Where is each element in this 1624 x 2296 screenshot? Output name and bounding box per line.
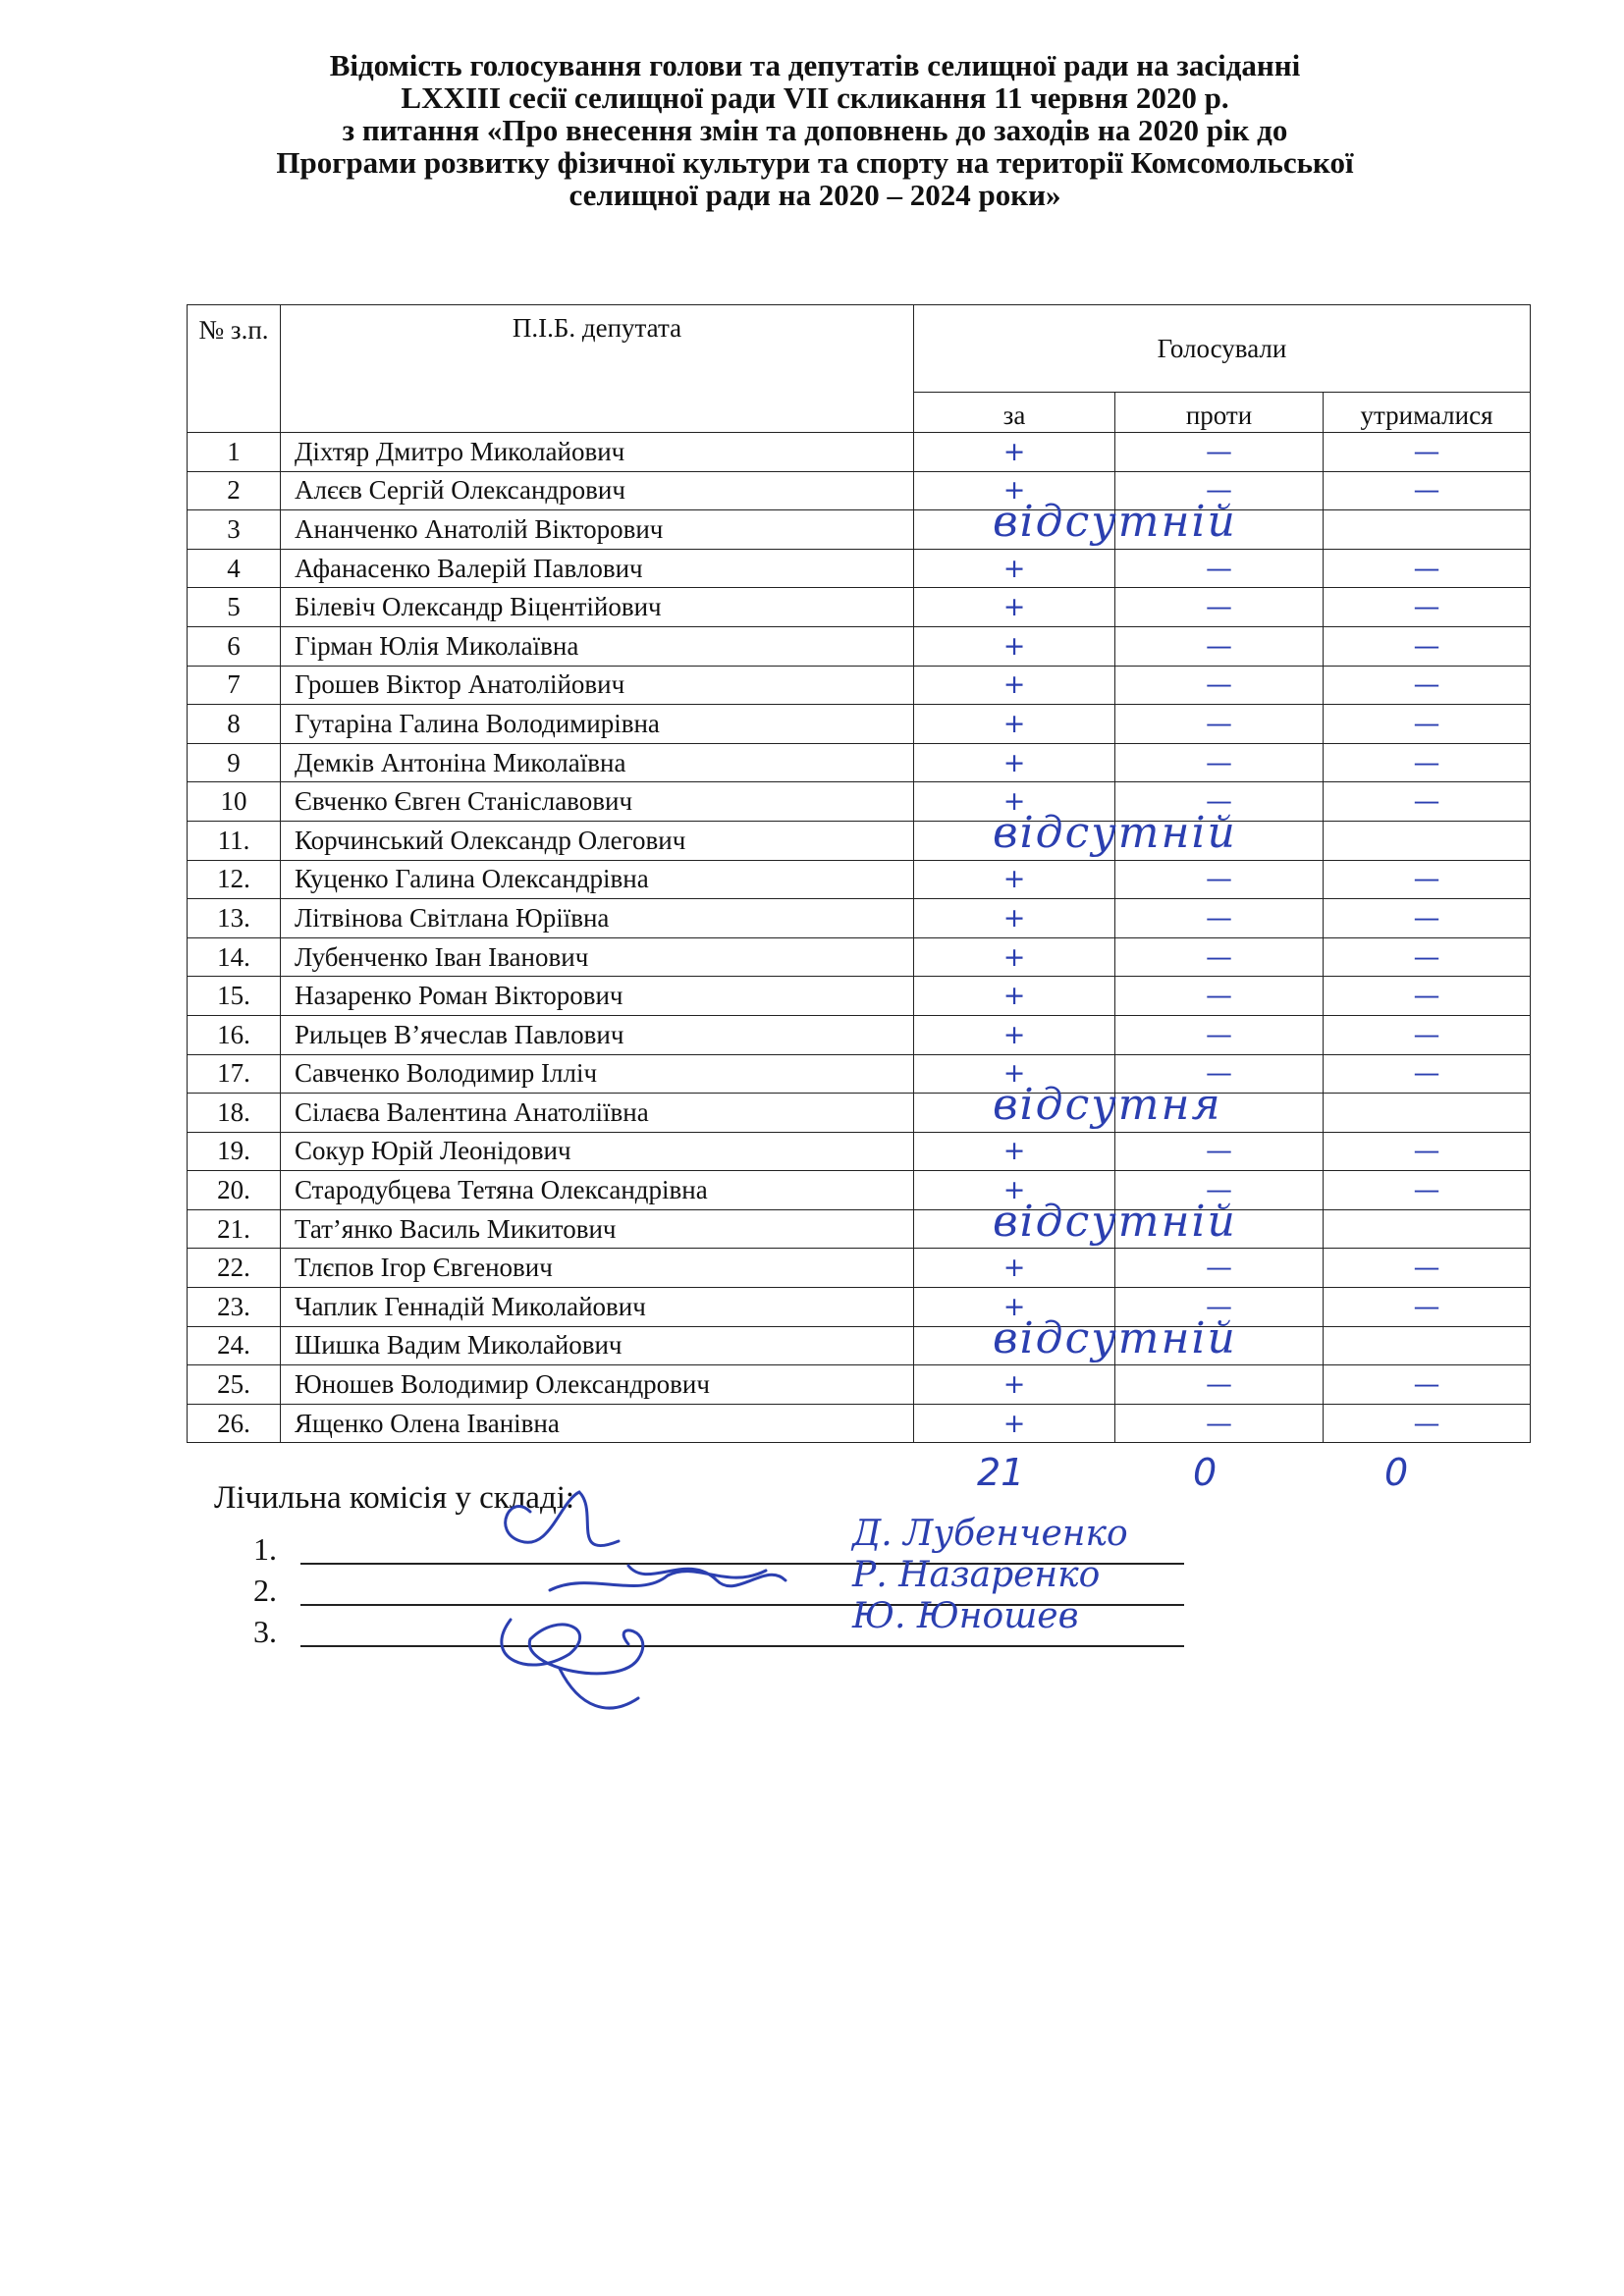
vote-abstain: — [1324, 626, 1531, 666]
vote-for: + [914, 977, 1115, 1016]
absent-note: відсутня [993, 1080, 1222, 1131]
row-number: 3 [188, 510, 281, 550]
title-line-2: LXXIII сесії селищної ради VII скликання 11 червня 2020 р. [401, 80, 1229, 115]
vote-abstain: — [1324, 588, 1531, 627]
vote-against: — [1115, 588, 1324, 627]
vote-abstain: — [1324, 937, 1531, 977]
absent-note: відсутній [993, 807, 1237, 858]
deputy-name: Лубенченко Іван Іванович [281, 937, 914, 977]
vote-against: — [1115, 1054, 1324, 1094]
row-number: 14. [188, 937, 281, 977]
row-number: 6 [188, 626, 281, 666]
table-row [188, 743, 1531, 782]
vote-for [914, 497, 1237, 550]
signature-number: 3. [253, 1614, 277, 1649]
row-number: 26. [188, 1404, 281, 1443]
vote-for: + [914, 1404, 1115, 1443]
total-abstain: 0 [1384, 1451, 1409, 1494]
vote-for: + [914, 937, 1115, 977]
vote-for [914, 807, 1237, 860]
table-row [188, 1404, 1531, 1443]
vote-for: + [914, 588, 1115, 627]
deputy-name: Тлєпов Ігор Євгенович [281, 1249, 914, 1288]
table-row [188, 1094, 1531, 1133]
row-number: 11. [188, 821, 281, 860]
vote-against: — [1115, 1404, 1324, 1443]
deputy-name: Савченко Володимир Ілліч [281, 1054, 914, 1094]
vote-for: + [914, 626, 1115, 666]
signature-name: Ю. Юношев [852, 1596, 1079, 1636]
column-header-for: за [914, 393, 1115, 433]
vote-abstain: — [1324, 1288, 1531, 1327]
vote-for: + [914, 1015, 1115, 1054]
vote-abstain: — [1324, 743, 1531, 782]
vote-abstain [1324, 821, 1531, 860]
vote-abstain: — [1324, 1054, 1531, 1094]
deputy-name: Сілаєва Валентина Анатоліївна [281, 1094, 914, 1133]
table-row [188, 510, 1531, 550]
deputy-name: Алєєв Сергій Олександрович [281, 471, 914, 510]
title-line-4: Програми розвитку фізичної культури та спорту на території Комсомольської [276, 145, 1354, 180]
vote-for: + [914, 1365, 1115, 1405]
vote-for: + [914, 666, 1115, 705]
vote-against: — [1115, 860, 1324, 899]
row-number: 13. [188, 899, 281, 938]
absent-note: відсутній [993, 1196, 1237, 1247]
column-header-voted: Голосували [914, 305, 1531, 393]
deputy-name: Афанасенко Валерій Павлович [281, 549, 914, 588]
deputy-name: Гірман Юлія Миколаївна [281, 626, 914, 666]
vote-for [914, 1312, 1237, 1365]
table-row [188, 1209, 1531, 1249]
vote-abstain: — [1324, 433, 1531, 472]
vote-abstain: — [1324, 1249, 1531, 1288]
column-header-number: № з.п. [188, 305, 281, 433]
deputy-name: Білевіч Олександр Віцентійович [281, 588, 914, 627]
signature-line-3 [253, 1596, 1079, 1650]
vote-for: + [914, 782, 1115, 822]
signature-line-2 [253, 1555, 1101, 1609]
vote-against: — [1115, 1132, 1324, 1171]
deputy-name: Діхтяр Дмитро Миколайович [281, 433, 914, 472]
signature-number: 1. [253, 1531, 277, 1567]
row-number: 24. [188, 1326, 281, 1365]
table-row [188, 1288, 1531, 1327]
column-header-abstain: утрималися [1324, 393, 1531, 433]
row-number: 18. [188, 1094, 281, 1133]
deputy-name: Євченко Євген Станіславович [281, 782, 914, 822]
row-number: 16. [188, 1015, 281, 1054]
deputy-name: Літвінова Світлана Юріївна [281, 899, 914, 938]
vote-abstain: — [1324, 666, 1531, 705]
vote-abstain [1324, 1326, 1531, 1365]
vote-against: — [1115, 977, 1324, 1016]
vote-for [914, 1196, 1237, 1249]
table-row [188, 705, 1531, 744]
row-number: 15. [188, 977, 281, 1016]
row-number: 10 [188, 782, 281, 822]
deputy-name: Шишка Вадим Миколайович [281, 1326, 914, 1365]
row-number: 21. [188, 1209, 281, 1249]
vote-for: + [914, 1249, 1115, 1288]
vote-abstain [1324, 1094, 1531, 1133]
table-row [188, 937, 1531, 977]
vote-abstain [1324, 510, 1531, 550]
table-row [188, 471, 1531, 510]
vote-against: — [1115, 899, 1324, 938]
vote-abstain: — [1324, 860, 1531, 899]
deputy-name: Ананченко Анатолій Вікторович [281, 510, 914, 550]
deputy-name: Демків Антоніна Миколаївна [281, 743, 914, 782]
deputy-name: Грошев Віктор Анатолійович [281, 666, 914, 705]
table-row [188, 666, 1531, 705]
vote-against: — [1115, 1249, 1324, 1288]
vote-for: + [914, 743, 1115, 782]
vote-against: — [1115, 937, 1324, 977]
vote-for: + [914, 1054, 1115, 1094]
table-body [188, 433, 1531, 1443]
table-row [188, 1249, 1531, 1288]
table-row [188, 1015, 1531, 1054]
title-line-3: з питання «Про внесення змін та доповнень до заходів на 2020 рік до [342, 113, 1288, 147]
title-line-5: селищної ради на 2020 – 2024 роки» [568, 178, 1061, 212]
vote-for [914, 1080, 1222, 1133]
table-row [188, 821, 1531, 860]
vote-abstain: — [1324, 549, 1531, 588]
vote-for: + [914, 471, 1115, 510]
vote-against: — [1115, 626, 1324, 666]
row-number: 19. [188, 1132, 281, 1171]
row-number: 1 [188, 433, 281, 472]
vote-abstain: — [1324, 1365, 1531, 1405]
vote-for: + [914, 899, 1115, 938]
row-number: 2 [188, 471, 281, 510]
vote-against: — [1115, 1288, 1324, 1327]
vote-abstain: — [1324, 1404, 1531, 1443]
vote-against: — [1115, 433, 1324, 472]
row-number: 17. [188, 1054, 281, 1094]
vote-against: — [1115, 743, 1324, 782]
table-row [188, 626, 1531, 666]
row-number: 20. [188, 1171, 281, 1210]
vote-against: — [1115, 705, 1324, 744]
deputy-name: Назаренко Роман Вікторович [281, 977, 914, 1016]
document-title [167, 49, 1463, 211]
row-number: 4 [188, 549, 281, 588]
absent-note: відсутній [993, 497, 1237, 548]
table-row [188, 1054, 1531, 1094]
vote-against: — [1115, 549, 1324, 588]
vote-abstain: — [1324, 782, 1531, 822]
deputy-name: Стародубцева Тетяна Олександрівна [281, 1171, 914, 1210]
vote-against: — [1115, 666, 1324, 705]
vote-for: + [914, 1171, 1115, 1210]
table-row [188, 860, 1531, 899]
vote-abstain: — [1324, 977, 1531, 1016]
vote-against: — [1115, 782, 1324, 822]
signature-number: 2. [253, 1573, 277, 1608]
vote-abstain: — [1324, 705, 1531, 744]
absent-note: відсутній [993, 1312, 1237, 1363]
deputy-name: Чаплик Геннадій Миколайович [281, 1288, 914, 1327]
vote-abstain: — [1324, 471, 1531, 510]
row-number: 25. [188, 1365, 281, 1405]
deputy-name: Ященко Олена Іванівна [281, 1404, 914, 1443]
row-number: 22. [188, 1249, 281, 1288]
table-row [188, 1132, 1531, 1171]
signature-name: Р. Назаренко [852, 1555, 1101, 1595]
row-number: 8 [188, 705, 281, 744]
signature-line-1 [253, 1514, 1128, 1568]
total-for: 21 [977, 1451, 1025, 1494]
vote-abstain [1324, 1209, 1531, 1249]
vote-for: + [914, 549, 1115, 588]
deputy-name: Куценко Галина Олександрівна [281, 860, 914, 899]
column-header-against: проти [1115, 393, 1324, 433]
table-row [188, 782, 1531, 822]
row-number: 9 [188, 743, 281, 782]
deputy-name: Тат’янко Василь Микитович [281, 1209, 914, 1249]
vote-against: — [1115, 1171, 1324, 1210]
table-row [188, 1365, 1531, 1405]
table-row [188, 899, 1531, 938]
vote-against: — [1115, 471, 1324, 510]
table-row [188, 1171, 1531, 1210]
vote-abstain: — [1324, 1015, 1531, 1054]
table-row [188, 549, 1531, 588]
vote-for: + [914, 433, 1115, 472]
vote-for: + [914, 705, 1115, 744]
row-number: 12. [188, 860, 281, 899]
vote-for: + [914, 1288, 1115, 1327]
table-row [188, 433, 1531, 472]
handwritten-signatures [471, 1472, 884, 1728]
title-line-1: Відомість голосування голови та депутатів селищної ради на засіданні [329, 48, 1301, 82]
commission-label: Лічильна комісія у складі: [214, 1480, 575, 1516]
voting-table [187, 304, 1531, 1443]
deputy-name: Рильцев В’ячеслав Павлович [281, 1015, 914, 1054]
table-row [188, 977, 1531, 1016]
total-against: 0 [1193, 1451, 1218, 1494]
deputy-name: Юношев Володимир Олександрович [281, 1365, 914, 1405]
column-header-name: П.І.Б. депутата [281, 305, 914, 433]
signature-name: Д. Лубенченко [852, 1514, 1128, 1554]
deputy-name: Гутаріна Галина Володимирівна [281, 705, 914, 744]
deputy-name: Сокур Юрій Леонідович [281, 1132, 914, 1171]
row-number: 23. [188, 1288, 281, 1327]
vote-abstain: — [1324, 1171, 1531, 1210]
vote-abstain: — [1324, 899, 1531, 938]
table-row [188, 588, 1531, 627]
row-number: 5 [188, 588, 281, 627]
deputy-name: Корчинський Олександр Олегович [281, 821, 914, 860]
vote-for: + [914, 1132, 1115, 1171]
row-number: 7 [188, 666, 281, 705]
vote-against: — [1115, 1015, 1324, 1054]
vote-for: + [914, 860, 1115, 899]
vote-abstain: — [1324, 1132, 1531, 1171]
vote-against: — [1115, 1365, 1324, 1405]
table-row [188, 1326, 1531, 1365]
